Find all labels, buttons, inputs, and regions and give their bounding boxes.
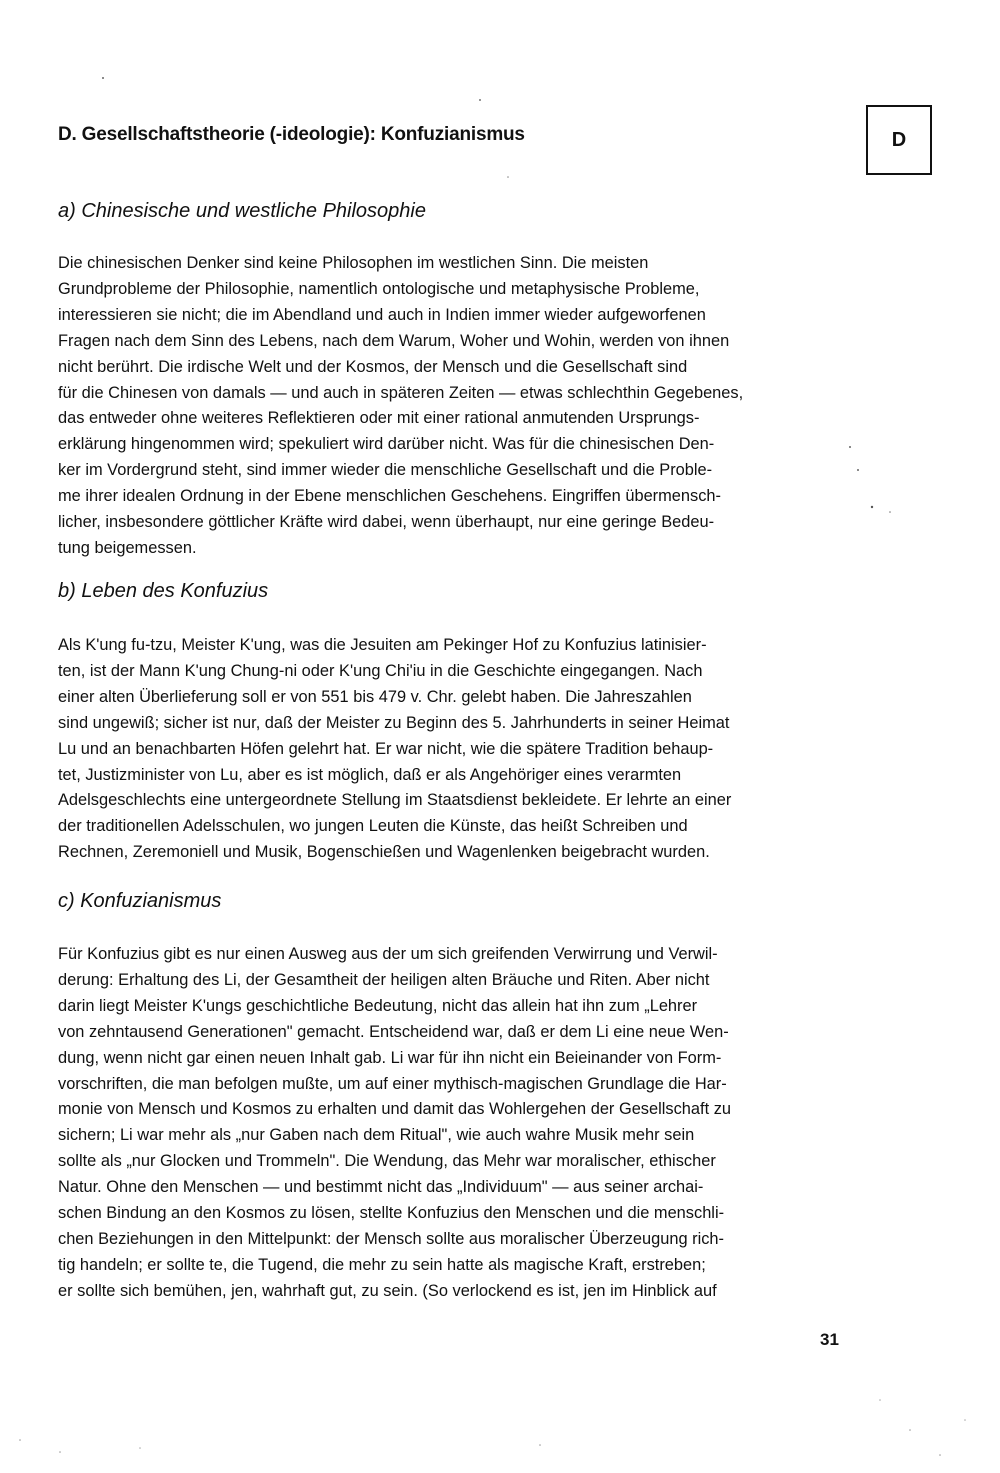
text-line: Adelsgeschlechts eine untergeordnete Stellung im Staatsdienst bekleidete. Er lehrte an einer [58, 791, 732, 810]
text-line: tig handeln; er sollte te, die Tugend, die mehr zu sein hatte als magische Kraft, erstreben; [58, 1255, 706, 1274]
section-heading-a: a) Chinesische und westliche Philosophie [58, 200, 426, 222]
text-line: monie von Mensch und Kosmos zu erhalten und damit das Wohlergehen der Gesellschaft zu [58, 1100, 732, 1119]
text-line: das entweder ohne weiteres Reflektieren oder mit einer rational anmutenden Ursprungs- [58, 409, 700, 428]
text-line: erklärung hingenommen wird; spekuliert wird darüber nicht. Was für die chinesischen Den- [58, 435, 715, 454]
text-line: ker im Vordergrund steht, sind immer wieder die menschliche Gesellschaft und die Proble- [58, 461, 713, 480]
section-b-paragraph [58, 633, 858, 866]
text-line: sollte als „nur Glocken und Trommeln". Die Wendung, das Mehr war moralischer, ethischer [58, 1152, 716, 1171]
text-line: tung beigemessen. [58, 538, 197, 557]
text-line: der traditionellen Adelsschulen, wo jungen Leuten die Künste, das heißt Schreiben und [58, 817, 688, 836]
text-line: me ihrer idealen Ordnung in der Ebene menschlichen Geschehens. Eingriffen übermensch- [58, 487, 721, 506]
text-line: von zehntausend Generationen" gemacht. Entscheidend war, daß er dem Li eine neue Wen- [58, 1022, 729, 1041]
text-line: nicht berührt. Die irdische Welt und der Kosmos, der Mensch und die Gesellschaft sind [58, 357, 688, 376]
text-line: sichern; Li war mehr als „nur Gaben nach dem Ritual", wie auch wahre Musik mehr sein [58, 1126, 695, 1145]
page-number: 31 [820, 1330, 839, 1349]
chapter-marker-box: D [866, 105, 932, 175]
text-line: Die chinesischen Denker sind keine Philosophen im westlichen Sinn. Die meisten [58, 254, 649, 272]
text-line: dung, wenn nicht gar einen neuen Inhalt gab. Li war für ihn nicht ein Beieinander von Form- [58, 1048, 722, 1067]
section-heading-b: b) Leben des Konfuzius [58, 580, 269, 602]
text-line: chen Beziehungen in den Mittelpunkt: der Mensch sollte aus moralischer Überzeugung rich- [58, 1229, 725, 1248]
text-line: einer alten Überlieferung soll er von 551 bis 479 v. Chr. gelebt haben. Die Jahreszahlen [58, 687, 692, 706]
text-line: darin liegt Meister K'ungs geschichtliche Bedeutung, nicht das allein hat ihn zum „Lehrer [58, 996, 698, 1015]
text-line: interessieren sie nicht; die im Abendland und auch in Indien immer wieder aufgeworfenen [58, 305, 706, 324]
text-line: licher, insbesondere göttlicher Kräfte wird dabei, wenn überhaupt, nur eine geringe Bedeu- [58, 513, 715, 532]
section-c-paragraph [58, 942, 858, 1305]
text-line: vorschriften, die man befolgen mußte, um auf einer mythisch-magischen Grundlage die Har- [58, 1074, 727, 1093]
text-line: schen Bindung an den Kosmos zu lösen, stellte Konfuzius den Menschen und die menschli- [58, 1204, 725, 1223]
chapter-title: D. Gesellschaftstheorie (-ideologie): Konfuzianismus [58, 124, 525, 145]
text-line: Natur. Ohne den Menschen — und bestimmt nicht das „Individuum" — aus seiner archai- [58, 1178, 704, 1197]
text-line: tet, Justizminister von Lu, aber es ist möglich, daß er als Angehöriger eines verarmten [58, 765, 682, 784]
text-line: Für Konfuzius gibt es nur einen Ausweg aus der um sich greifenden Verwirrung und Verwil- [58, 945, 718, 963]
text-line: Lu und an benachbarten Höfen gelehrt hat. Er war nicht, wie die spätere Tradition behaup- [58, 739, 714, 758]
text-line: Fragen nach dem Sinn des Lebens, nach dem Warum, Woher und Wohin, werden von ihnen [58, 331, 730, 350]
section-heading-c: c) Konfuzianismus [58, 890, 222, 912]
text-line: er sollte sich bemühen, jen, wahrhaft gut, zu sein. (So verlockend es ist, jen im Hinblick auf [58, 1281, 717, 1300]
text-line: sind ungewiß; sicher ist nur, daß der Meister zu Beginn des 5. Jahrhunderts in seiner Heimat [58, 713, 730, 732]
text-line: Rechnen, Zeremoniell und Musik, Bogenschießen und Wagenlenken beigebracht wurden. [58, 843, 710, 862]
text-line: ten, ist der Mann K'ung Chung-ni oder K'ung Chi'iu in die Geschichte eingegangen. Nach [58, 661, 703, 680]
text-line: derung: Erhaltung des Li, der Gesamtheit der heiligen alten Bräuche und Riten. Aber nicht [58, 970, 710, 989]
text-line: Als K'ung fu-tzu, Meister K'ung, was die Jesuiten am Pekinger Hof zu Konfuzius latinisier- [58, 636, 707, 654]
section-a-paragraph [58, 251, 858, 562]
text-line: für die Chinesen von damals — und auch in späteren Zeiten — etwas schlechthin Gegebenes, [58, 383, 744, 402]
text-line: Grundprobleme der Philosophie, namentlich ontologische und metaphysische Probleme, [58, 279, 700, 298]
